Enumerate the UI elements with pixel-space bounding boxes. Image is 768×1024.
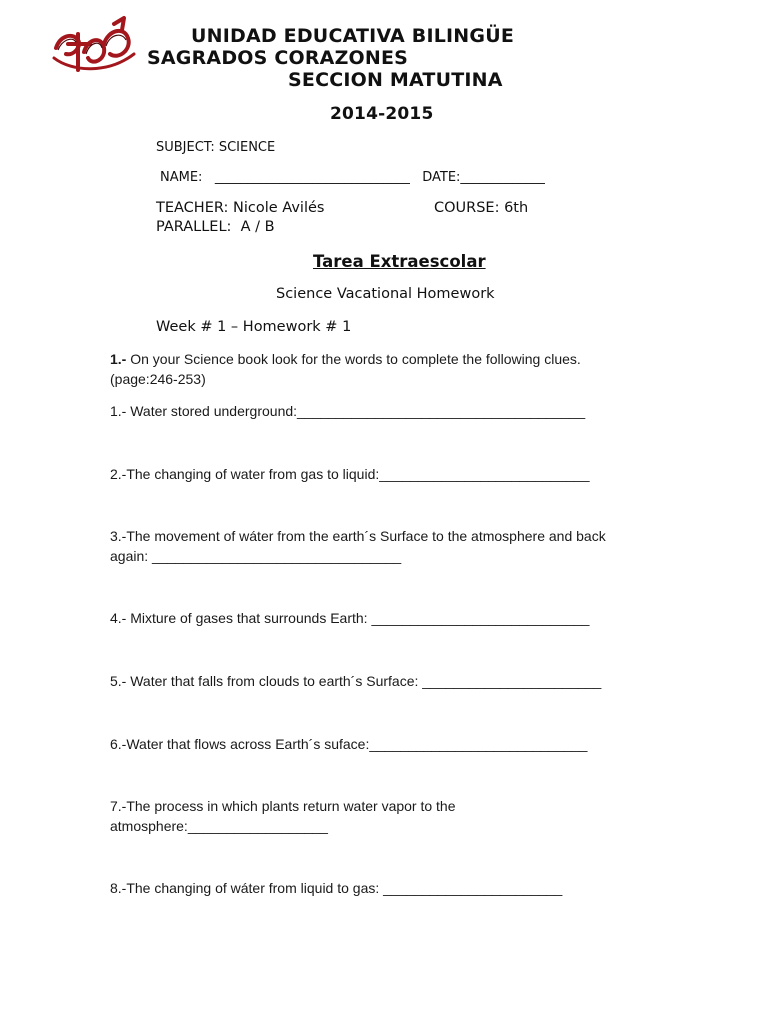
question-5: 5.- Water that falls from clouds to earth´s Surface: _______________________ <box>110 673 602 689</box>
school-name-line1: UNIDAD EDUCATIVA BILINGÜE <box>191 25 515 47</box>
week-label: Week # 1 – Homework # 1 <box>156 319 352 335</box>
question-2: 2.-The changing of water from gas to liquid:___________________________ <box>110 466 590 482</box>
question-6: 6.-Water that flows across Earth´s suface:____________________________ <box>110 736 588 752</box>
question-7-line1: 7.-The process in which plants return water vapor to the <box>110 798 456 814</box>
question-8: 8.-The changing of wáter from liquid to gas: _______________________ <box>110 880 563 896</box>
question-1: 1.- Water stored underground:_____________________________________ <box>110 403 586 419</box>
parallel-label: PARALLEL: A / B <box>156 219 275 235</box>
school-name-line2: SAGRADOS CORAZONES <box>147 47 409 69</box>
question-3-line1: 3.-The movement of wáter from the earth´s Surface to the atmosphere and back <box>110 528 606 544</box>
subtitle: Science Vacational Homework <box>276 286 495 302</box>
main-title: Tarea Extraescolar <box>313 252 486 271</box>
teacher-label: TEACHER: Nicole Avilés <box>156 200 325 216</box>
question-4: 4.- Mixture of gases that surrounds Earth: ____________________________ <box>110 610 590 626</box>
school-crest-logo-icon <box>48 14 140 76</box>
instruction-number: 1.- <box>110 351 127 367</box>
question-3-line2: again: ________________________________ <box>110 548 402 564</box>
school-year: 2014-2015 <box>330 104 434 124</box>
subject-label: SUBJECT: SCIENCE <box>156 140 276 155</box>
course-label: COURSE: 6th <box>434 200 529 216</box>
instruction-text: On your Science book look for the words to complete the following clues. <box>126 351 581 367</box>
instructions <box>110 351 581 367</box>
question-7-line2: atmosphere:__________________ <box>110 818 328 834</box>
name-date-line: NAME: ______________________________ DATE:_____________ <box>160 170 545 185</box>
school-section: SECCION MATUTINA <box>288 69 503 91</box>
instruction-page-ref: (page:246-253) <box>110 371 206 387</box>
